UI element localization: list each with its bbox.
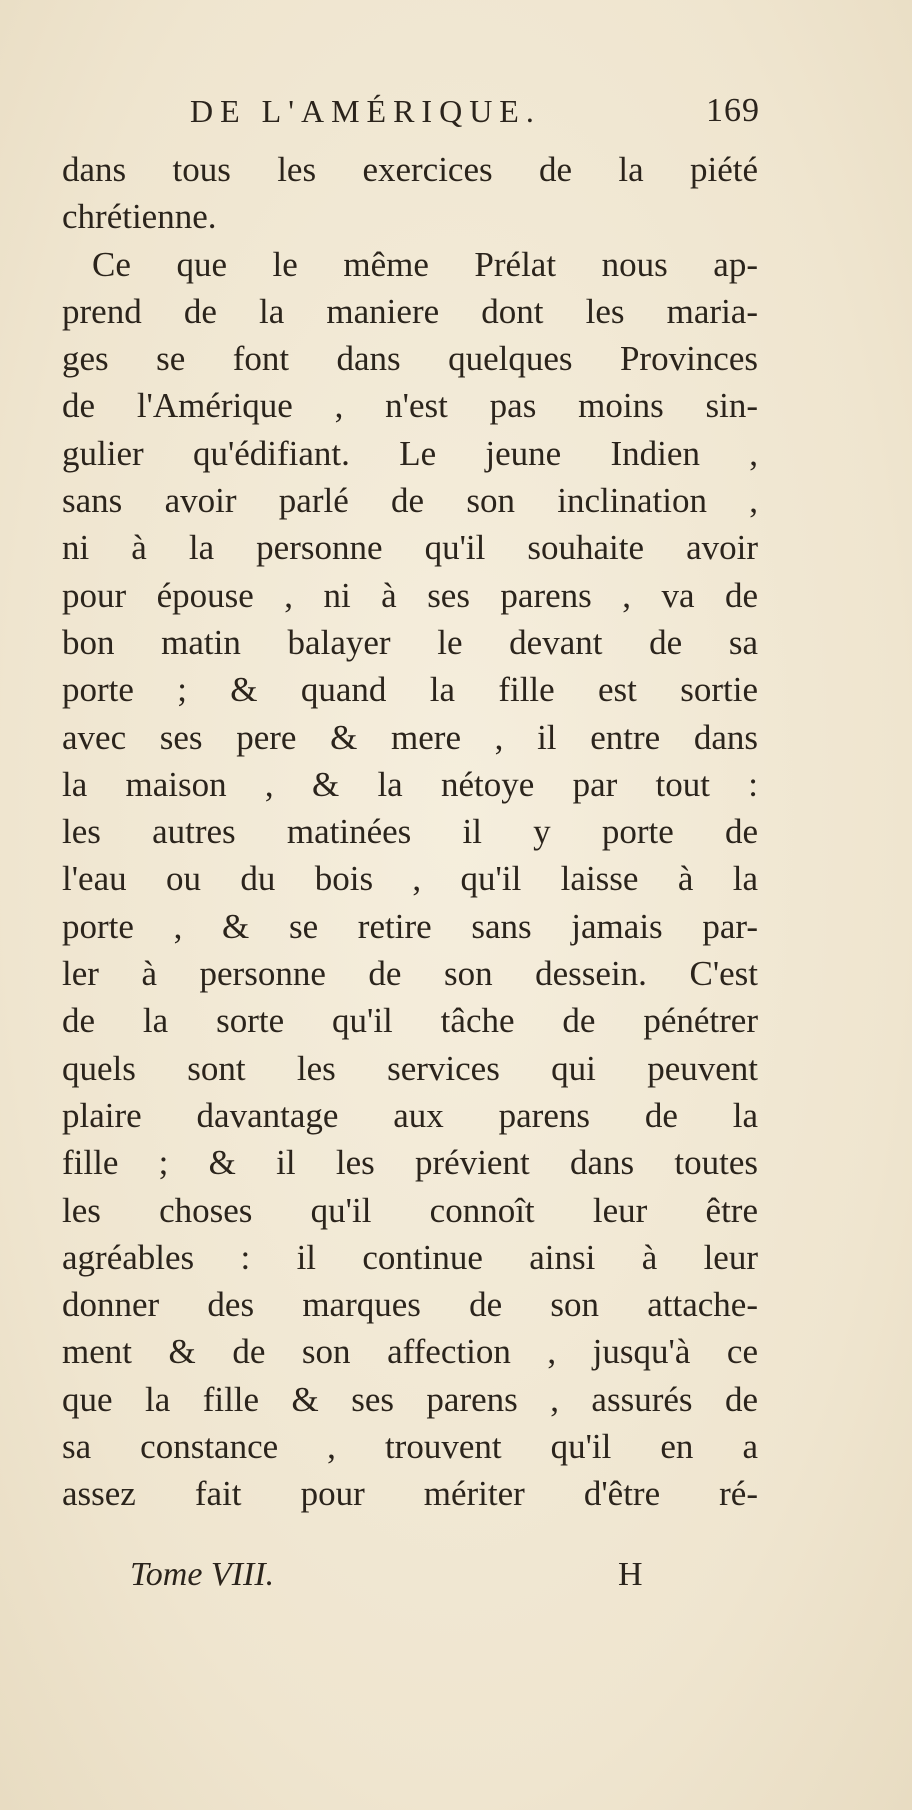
text-line: gulier qu'édifiant. Le jeune Indien , [62, 433, 758, 473]
text-line: les autres matinées il y porte de [62, 812, 758, 852]
text-line: chrétienne. [62, 197, 217, 237]
text-line: assez fait pour mériter d'être ré- [62, 1474, 758, 1514]
text-line: sans avoir parlé de son inclination , [62, 481, 758, 521]
text-line: ment & de son affection , jusqu'à ce [62, 1332, 758, 1372]
text-line: prend de la maniere dont les maria- [62, 291, 758, 331]
text-line: ges se font dans quelques Provinces [62, 339, 758, 379]
text-line: porte , & se retire sans jamais par- [62, 906, 758, 946]
text-line: la maison , & la nétoye par tout : [62, 764, 758, 804]
body-text [62, 146, 758, 1518]
text-line: les choses qu'il connoît leur être [62, 1190, 758, 1230]
text-line: l'eau ou du bois , qu'il laisse à la [62, 859, 758, 899]
text-line: pour épouse , ni à ses parens , va de [62, 575, 758, 615]
text-line: quels sont les services qui peuvent [62, 1048, 758, 1088]
running-title: DE L'AMÉRIQUE. [190, 93, 541, 129]
text-line: que la fille & ses parens , assurés de [62, 1379, 758, 1419]
text-line: avec ses pere & mere , il entre dans [62, 717, 758, 757]
volume-label: Tome VIII. [130, 1556, 275, 1593]
text-line: ni à la personne qu'il souhaite avoir [62, 528, 758, 568]
text-line: dans tous les exercices de la piété [62, 150, 758, 189]
text-line: bon matin balayer le devant de sa [62, 622, 758, 662]
text-line: de la sorte qu'il tâche de pénétrer [62, 1001, 758, 1041]
page-number: 169 [706, 92, 760, 129]
signature-mark: H [618, 1556, 643, 1593]
text-line: Ce que le même Prélat nous ap- [92, 244, 758, 284]
page-footer [0, 1552, 912, 1598]
text-line: porte ; & quand la fille est sortie [62, 670, 758, 710]
text-line: ler à personne de son dessein. C'est [62, 954, 758, 994]
text-line: de l'Amérique , n'est pas moins sin- [62, 386, 758, 426]
text-line: sa constance , trouvent qu'il en a [62, 1427, 758, 1467]
text-line: fille ; & il les prévient dans toutes [62, 1143, 758, 1183]
text-line: donner des marques de son attache- [62, 1285, 758, 1325]
text-line: agréables : il continue ainsi à leur [62, 1237, 758, 1277]
text-line: plaire davantage aux parens de la [62, 1095, 758, 1135]
running-head [190, 88, 760, 134]
